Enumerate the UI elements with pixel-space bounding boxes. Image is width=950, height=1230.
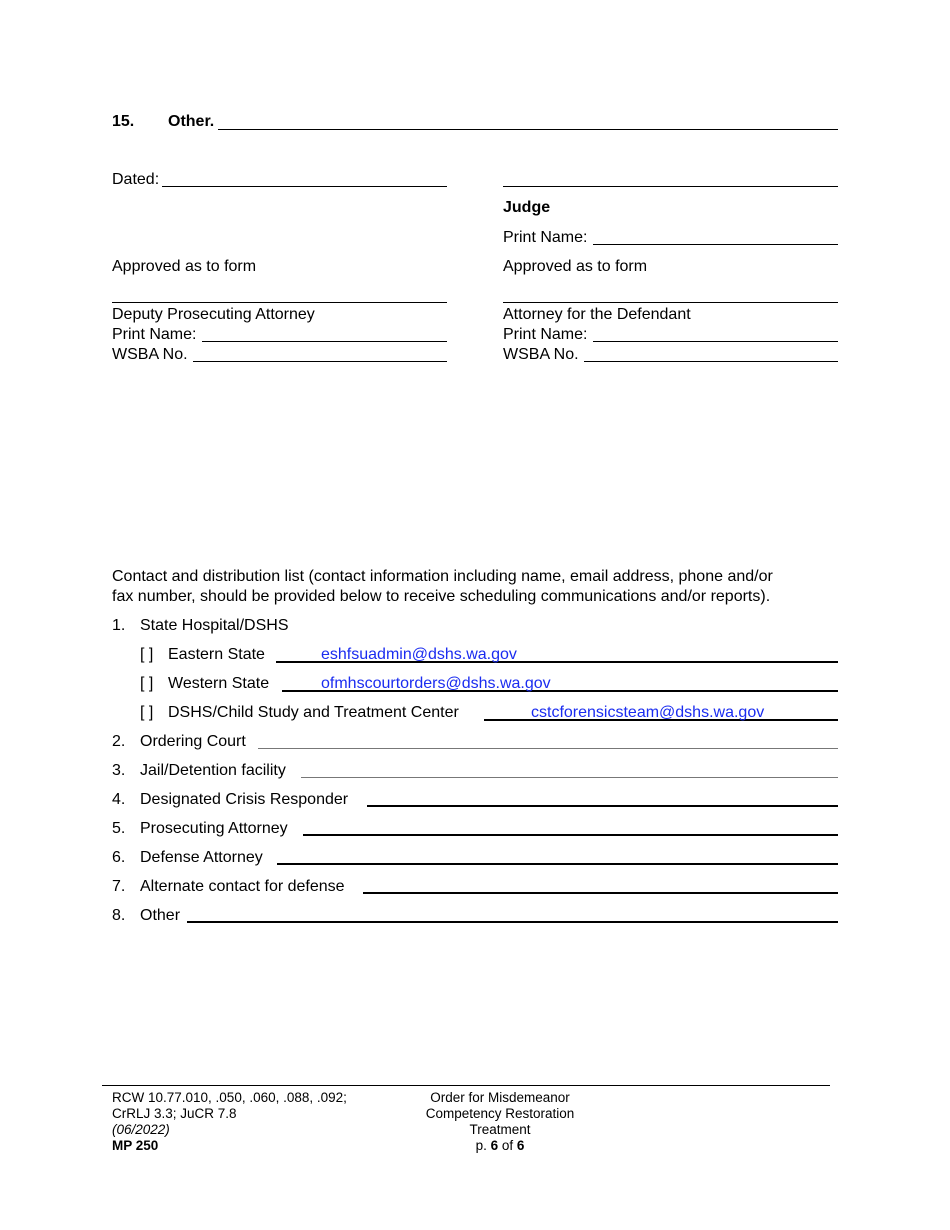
cstc-checkbox[interactable]: [ ] (140, 704, 154, 721)
footer-page-number (400, 1138, 600, 1154)
contact-intro-line1: Contact and distribution list (contact information including name, email address, phone and/or (112, 568, 773, 585)
judge-print-name-label: Print Name: (503, 229, 588, 246)
footer-rules: CrRLJ 3.3; JuCR 7.8 (112, 1106, 237, 1121)
alternate-contact-line[interactable] (363, 892, 838, 894)
prosecutor-title: Deputy Prosecuting Attorney (112, 306, 315, 323)
footer-date: (06/2022) (112, 1122, 170, 1137)
dated-line[interactable] (162, 186, 447, 187)
dated-label: Dated: (112, 171, 160, 188)
defense-wsba-label: WSBA No. (503, 346, 579, 363)
prosecutor-wsba-label: WSBA No. (112, 346, 188, 363)
approved-left-label: Approved as to form (112, 258, 257, 275)
approved-right-label: Approved as to form (503, 258, 648, 275)
item-label-defense-attorney: Defense Attorney (140, 849, 263, 866)
page-of: of (501, 1138, 514, 1153)
page-current: 6 (490, 1138, 499, 1153)
item-label-crisis-responder: Designated Crisis Responder (140, 791, 349, 808)
judge-label: Judge (503, 199, 551, 216)
prosecutor-print-name-label: Print Name: (112, 326, 197, 343)
prosecuting-attorney-line[interactable] (303, 834, 838, 836)
other-line[interactable] (218, 129, 838, 130)
item-number: 1. (112, 617, 126, 634)
footer-center (400, 1090, 600, 1154)
item-label-ordering-court: Ordering Court (140, 733, 246, 750)
item-label-jail: Jail/Detention facility (140, 762, 286, 779)
contact-intro-line2: fax number, should be provided below to receive scheduling communications and/or reports). (112, 588, 771, 605)
eastern-state-label: Eastern State (168, 646, 265, 663)
item-number: 2. (112, 733, 126, 750)
ordering-court-line[interactable] (258, 748, 838, 749)
defense-print-name-label: Print Name: (503, 326, 588, 343)
page-prefix: p. (475, 1138, 487, 1153)
western-state-checkbox[interactable]: [ ] (140, 675, 154, 692)
item-label-alternate-contact: Alternate contact for defense (140, 878, 345, 895)
item-label-other: Other (140, 907, 181, 924)
footer-title-line3: Treatment (469, 1122, 531, 1137)
footer-title-line2: Competency Restoration (425, 1106, 575, 1121)
item-label-state-hospital: State Hospital/DSHS (140, 617, 289, 634)
item-label-prosecuting-attorney: Prosecuting Attorney (140, 820, 288, 837)
footer-form-number: MP 250 (112, 1138, 159, 1153)
item-number: 8. (112, 907, 126, 924)
section-number: 15. (112, 113, 135, 130)
judge-print-name-line[interactable] (593, 244, 838, 245)
eastern-state-checkbox[interactable]: [ ] (140, 646, 154, 663)
eastern-state-email-link[interactable]: eshfsuadmin@dshs.wa.gov (321, 646, 517, 663)
cstc-label: DSHS/Child Study and Treatment Center (168, 704, 459, 721)
defense-attorney-line[interactable] (277, 863, 838, 865)
western-state-label: Western State (168, 675, 270, 692)
footer-title-line1: Order for Misdemeanor (430, 1090, 570, 1105)
crisis-responder-line[interactable] (367, 805, 838, 807)
item-number: 4. (112, 791, 126, 808)
defense-title: Attorney for the Defendant (503, 306, 691, 323)
prosecutor-signature-line[interactable] (112, 302, 447, 303)
defense-signature-line[interactable] (503, 302, 838, 303)
cstc-email-link[interactable]: cstcforensicsteam@dshs.wa.gov (531, 704, 765, 721)
footer-rcw: RCW 10.77.010, .050, .060, .088, .092; (112, 1090, 347, 1105)
defense-wsba-line[interactable] (584, 361, 838, 362)
western-state-email-link[interactable]: ofmhscourtorders@dshs.wa.gov (321, 675, 551, 692)
item-number: 5. (112, 820, 126, 837)
footer-left (112, 1090, 347, 1154)
other-contact-line[interactable] (187, 921, 838, 923)
jail-line[interactable] (301, 777, 838, 778)
footer-rule (102, 1085, 830, 1086)
page-total: 6 (516, 1138, 525, 1153)
item-number: 3. (112, 762, 126, 779)
judge-signature-line[interactable] (503, 186, 838, 187)
section-label: Other. (168, 113, 215, 130)
prosecutor-print-name-line[interactable] (202, 341, 447, 342)
prosecutor-wsba-line[interactable] (193, 361, 447, 362)
defense-print-name-line[interactable] (593, 341, 838, 342)
item-number: 6. (112, 849, 126, 866)
item-number: 7. (112, 878, 126, 895)
